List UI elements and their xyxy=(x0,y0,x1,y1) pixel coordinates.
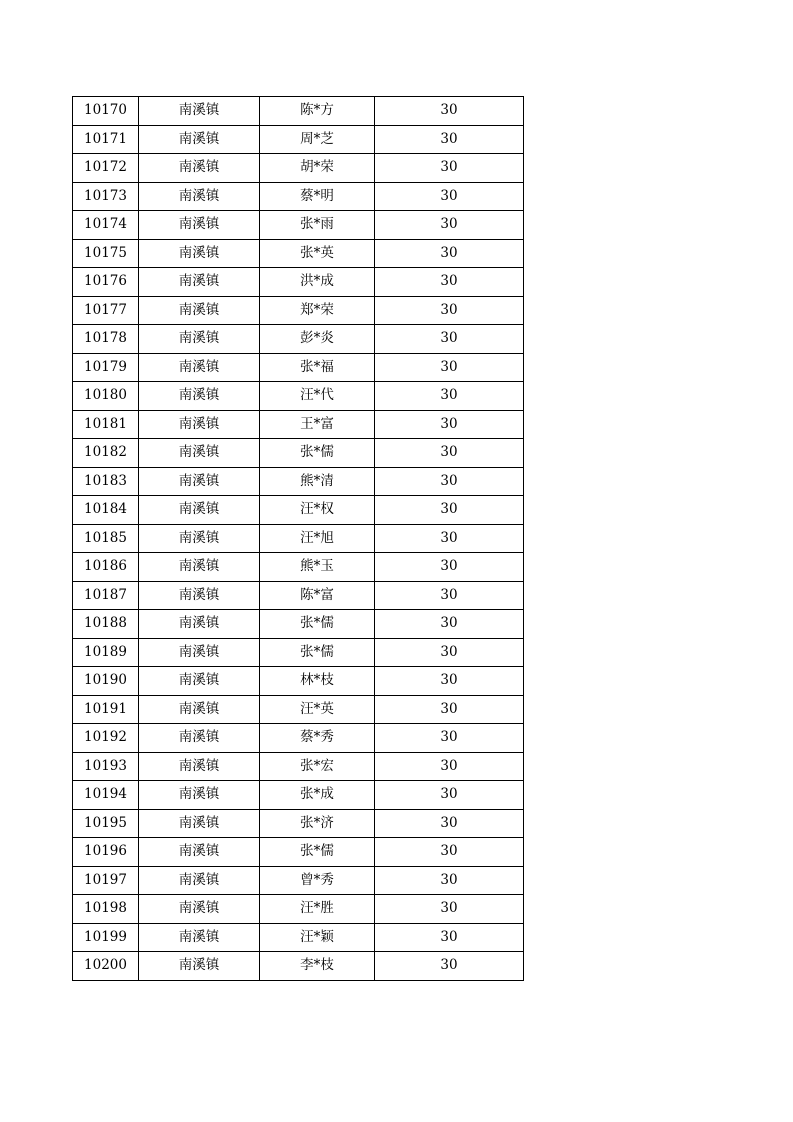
town-cell: 南溪镇 xyxy=(139,268,260,297)
person-name-cell: 张*雨 xyxy=(260,211,375,240)
person-name-cell: 李*枝 xyxy=(260,952,375,981)
row-id-cell: 10191 xyxy=(73,695,139,724)
amount-cell: 30 xyxy=(375,182,524,211)
town-cell: 南溪镇 xyxy=(139,496,260,525)
town-cell: 南溪镇 xyxy=(139,467,260,496)
table-row xyxy=(73,695,524,724)
amount-cell: 30 xyxy=(375,581,524,610)
town-cell: 南溪镇 xyxy=(139,667,260,696)
row-id-cell: 10176 xyxy=(73,268,139,297)
row-id-cell: 10178 xyxy=(73,325,139,354)
town-cell: 南溪镇 xyxy=(139,97,260,126)
row-id-cell: 10172 xyxy=(73,154,139,183)
person-name-cell: 汪*旭 xyxy=(260,524,375,553)
town-cell: 南溪镇 xyxy=(139,553,260,582)
amount-cell: 30 xyxy=(375,524,524,553)
person-name-cell: 张*儒 xyxy=(260,838,375,867)
person-name-cell: 汪*权 xyxy=(260,496,375,525)
row-id-cell: 10189 xyxy=(73,638,139,667)
person-name-cell: 汪*颖 xyxy=(260,923,375,952)
row-id-cell: 10188 xyxy=(73,610,139,639)
town-cell: 南溪镇 xyxy=(139,638,260,667)
amount-cell: 30 xyxy=(375,923,524,952)
table-row xyxy=(73,439,524,468)
person-name-cell: 熊*玉 xyxy=(260,553,375,582)
amount-cell: 30 xyxy=(375,952,524,981)
amount-cell: 30 xyxy=(375,239,524,268)
town-cell: 南溪镇 xyxy=(139,154,260,183)
amount-cell: 30 xyxy=(375,752,524,781)
table-row xyxy=(73,724,524,753)
town-cell: 南溪镇 xyxy=(139,809,260,838)
town-cell: 南溪镇 xyxy=(139,952,260,981)
row-id-cell: 10177 xyxy=(73,296,139,325)
row-id-cell: 10170 xyxy=(73,97,139,126)
row-id-cell: 10196 xyxy=(73,838,139,867)
amount-cell: 30 xyxy=(375,496,524,525)
town-cell: 南溪镇 xyxy=(139,581,260,610)
table-row xyxy=(73,752,524,781)
amount-cell: 30 xyxy=(375,781,524,810)
row-id-cell: 10193 xyxy=(73,752,139,781)
town-cell: 南溪镇 xyxy=(139,211,260,240)
row-id-cell: 10173 xyxy=(73,182,139,211)
table-row xyxy=(73,296,524,325)
person-name-cell: 汪*英 xyxy=(260,695,375,724)
table-row xyxy=(73,866,524,895)
town-cell: 南溪镇 xyxy=(139,382,260,411)
person-name-cell: 洪*成 xyxy=(260,268,375,297)
row-id-cell: 10197 xyxy=(73,866,139,895)
amount-cell: 30 xyxy=(375,695,524,724)
row-id-cell: 10192 xyxy=(73,724,139,753)
town-cell: 南溪镇 xyxy=(139,239,260,268)
town-cell: 南溪镇 xyxy=(139,752,260,781)
town-cell: 南溪镇 xyxy=(139,524,260,553)
row-id-cell: 10181 xyxy=(73,410,139,439)
town-cell: 南溪镇 xyxy=(139,781,260,810)
town-cell: 南溪镇 xyxy=(139,695,260,724)
town-cell: 南溪镇 xyxy=(139,296,260,325)
person-name-cell: 郑*荣 xyxy=(260,296,375,325)
table-row xyxy=(73,467,524,496)
person-name-cell: 蔡*秀 xyxy=(260,724,375,753)
person-name-cell: 林*枝 xyxy=(260,667,375,696)
amount-cell: 30 xyxy=(375,667,524,696)
person-name-cell: 周*芝 xyxy=(260,125,375,154)
amount-cell: 30 xyxy=(375,268,524,297)
person-name-cell: 张*福 xyxy=(260,353,375,382)
row-id-cell: 10199 xyxy=(73,923,139,952)
table-row xyxy=(73,610,524,639)
row-id-cell: 10179 xyxy=(73,353,139,382)
table-row xyxy=(73,410,524,439)
table-row xyxy=(73,353,524,382)
table-row xyxy=(73,895,524,924)
row-id-cell: 10186 xyxy=(73,553,139,582)
row-id-cell: 10194 xyxy=(73,781,139,810)
amount-cell: 30 xyxy=(375,553,524,582)
row-id-cell: 10171 xyxy=(73,125,139,154)
row-id-cell: 10190 xyxy=(73,667,139,696)
roster-table-body xyxy=(73,97,524,981)
town-cell: 南溪镇 xyxy=(139,410,260,439)
row-id-cell: 10198 xyxy=(73,895,139,924)
table-row xyxy=(73,952,524,981)
person-name-cell: 张*儒 xyxy=(260,638,375,667)
document-page xyxy=(72,96,524,981)
person-name-cell: 陈*方 xyxy=(260,97,375,126)
table-row xyxy=(73,182,524,211)
table-row xyxy=(73,154,524,183)
amount-cell: 30 xyxy=(375,353,524,382)
amount-cell: 30 xyxy=(375,211,524,240)
amount-cell: 30 xyxy=(375,809,524,838)
person-name-cell: 胡*荣 xyxy=(260,154,375,183)
table-row xyxy=(73,97,524,126)
amount-cell: 30 xyxy=(375,154,524,183)
table-row xyxy=(73,923,524,952)
town-cell: 南溪镇 xyxy=(139,325,260,354)
person-name-cell: 陈*富 xyxy=(260,581,375,610)
town-cell: 南溪镇 xyxy=(139,724,260,753)
amount-cell: 30 xyxy=(375,325,524,354)
person-name-cell: 王*富 xyxy=(260,410,375,439)
person-name-cell: 张*英 xyxy=(260,239,375,268)
person-name-cell: 彭*炎 xyxy=(260,325,375,354)
row-id-cell: 10195 xyxy=(73,809,139,838)
person-name-cell: 张*儒 xyxy=(260,610,375,639)
table-row xyxy=(73,239,524,268)
table-row xyxy=(73,125,524,154)
row-id-cell: 10184 xyxy=(73,496,139,525)
row-id-cell: 10183 xyxy=(73,467,139,496)
person-name-cell: 蔡*明 xyxy=(260,182,375,211)
amount-cell: 30 xyxy=(375,410,524,439)
table-row xyxy=(73,553,524,582)
amount-cell: 30 xyxy=(375,296,524,325)
amount-cell: 30 xyxy=(375,838,524,867)
amount-cell: 30 xyxy=(375,439,524,468)
table-row xyxy=(73,581,524,610)
row-id-cell: 10185 xyxy=(73,524,139,553)
amount-cell: 30 xyxy=(375,382,524,411)
town-cell: 南溪镇 xyxy=(139,610,260,639)
table-row xyxy=(73,809,524,838)
person-name-cell: 张*成 xyxy=(260,781,375,810)
row-id-cell: 10180 xyxy=(73,382,139,411)
row-id-cell: 10175 xyxy=(73,239,139,268)
person-name-cell: 张*儒 xyxy=(260,439,375,468)
amount-cell: 30 xyxy=(375,97,524,126)
row-id-cell: 10187 xyxy=(73,581,139,610)
table-row xyxy=(73,638,524,667)
amount-cell: 30 xyxy=(375,125,524,154)
table-row xyxy=(73,211,524,240)
row-id-cell: 10200 xyxy=(73,952,139,981)
person-name-cell: 汪*胜 xyxy=(260,895,375,924)
town-cell: 南溪镇 xyxy=(139,182,260,211)
roster-table xyxy=(72,96,524,981)
amount-cell: 30 xyxy=(375,724,524,753)
row-id-cell: 10182 xyxy=(73,439,139,468)
amount-cell: 30 xyxy=(375,610,524,639)
table-row xyxy=(73,325,524,354)
person-name-cell: 汪*代 xyxy=(260,382,375,411)
town-cell: 南溪镇 xyxy=(139,353,260,382)
town-cell: 南溪镇 xyxy=(139,838,260,867)
amount-cell: 30 xyxy=(375,895,524,924)
table-row xyxy=(73,268,524,297)
person-name-cell: 张*济 xyxy=(260,809,375,838)
table-row xyxy=(73,496,524,525)
town-cell: 南溪镇 xyxy=(139,895,260,924)
amount-cell: 30 xyxy=(375,467,524,496)
person-name-cell: 曾*秀 xyxy=(260,866,375,895)
table-row xyxy=(73,524,524,553)
amount-cell: 30 xyxy=(375,638,524,667)
row-id-cell: 10174 xyxy=(73,211,139,240)
town-cell: 南溪镇 xyxy=(139,439,260,468)
town-cell: 南溪镇 xyxy=(139,923,260,952)
town-cell: 南溪镇 xyxy=(139,866,260,895)
table-row xyxy=(73,781,524,810)
table-row xyxy=(73,382,524,411)
amount-cell: 30 xyxy=(375,866,524,895)
person-name-cell: 熊*清 xyxy=(260,467,375,496)
town-cell: 南溪镇 xyxy=(139,125,260,154)
table-row xyxy=(73,667,524,696)
person-name-cell: 张*宏 xyxy=(260,752,375,781)
table-row xyxy=(73,838,524,867)
